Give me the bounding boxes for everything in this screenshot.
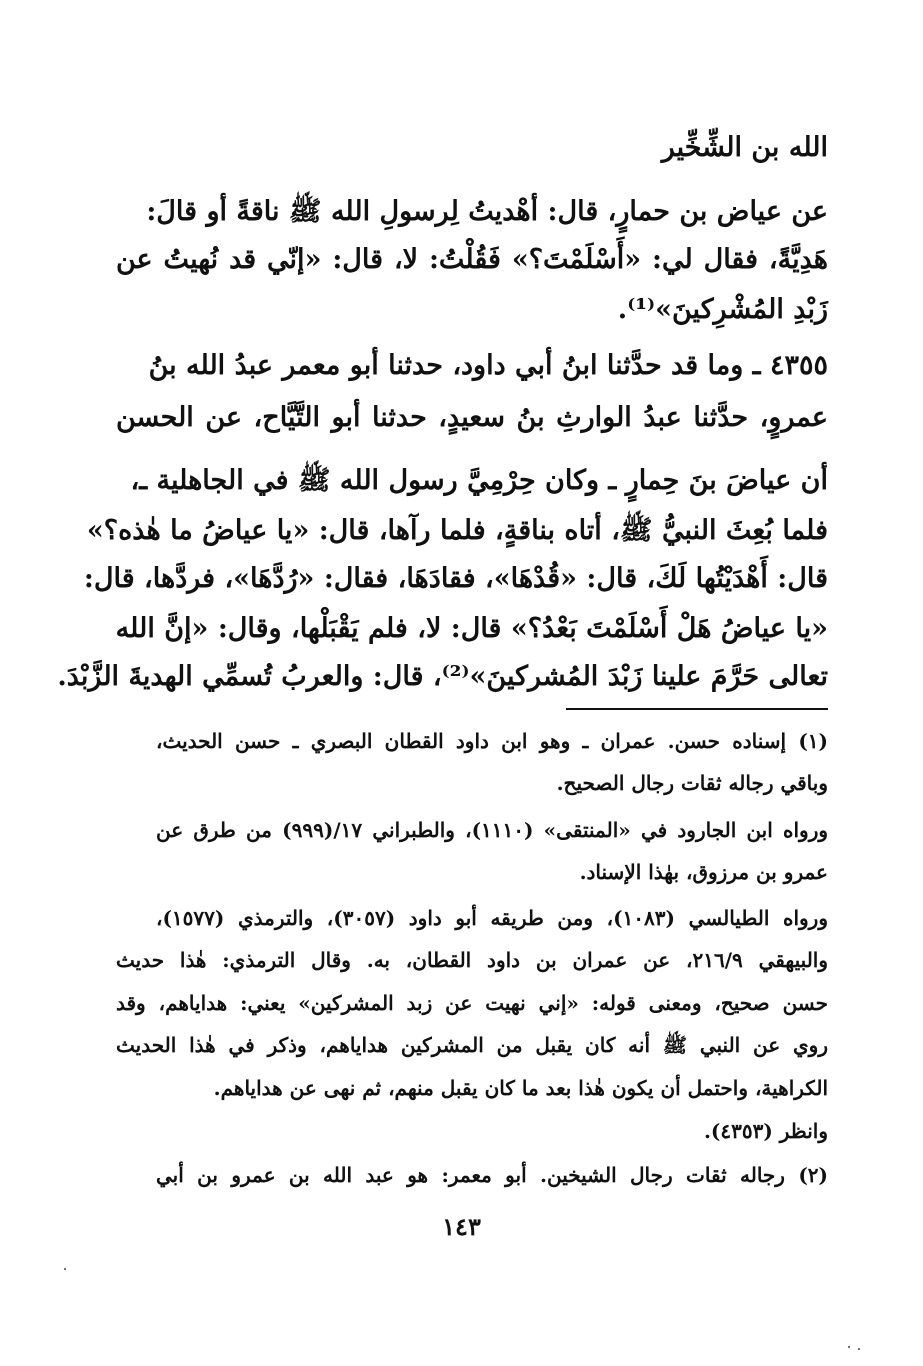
footnote-line: وباقي رجاله ثقات رجال الصحيح. [556, 771, 828, 795]
hadith-line: فلما بُعِثَ النبيُّ ﷺ، أتاه بناقةٍ، فلما رآها، قال: «يا عياضُ ما هٰذه؟» [86, 515, 828, 546]
hadith-line: عن عياض بن حمارٍ، قال: أهْديتُ لِرسولِ الله ﷺ ناقةً أو قالَ: [146, 196, 828, 227]
hadith-line: تعالى حَرَّمَ علينا زَبْدَ المُشركينَ»⁽²⁾، قال: والعربُ تُسمِّي الهديةَ الزَّبْدَ. [57, 661, 828, 692]
footnote-line: (٢) رجاله ثقات رجال الشيخين. أبو معمر: هو عبد الله بن عمرو بن أبي [156, 1163, 828, 1187]
footnote-divider [566, 708, 828, 710]
footnote-line: ورواه ابن الجارود في «المنتقى» (١١١٠)، والطبراني ١٧/(٩٩٩) من طرق عن [156, 818, 829, 842]
footnote-line: ورواه الطيالسي (١٠٨٣)، ومن طريقه أبو داود (٣٠٥٧)، والترمذي (١٥٧٧)، [156, 906, 828, 930]
scan-speck [858, 1348, 860, 1350]
footnote-line: عمرو بن مرزوق، بهٰذا الإسناد. [579, 860, 828, 884]
footnote-line: الكراهية، واحتمل أن يكون هٰذا بعد ما كان يقبل منهم، ثم نهى عن هداياهم. [213, 1076, 828, 1100]
scan-speck [848, 1346, 850, 1348]
hadith-line: قال: أَهْدَيْتُها لَكَ، قال: «قُدْهَا»، فقادَهَا، فقال: «رُدَّهَا»، فردَّها، قال: [83, 563, 828, 594]
footnote-line: حسن صحيح، ومعنى قوله: «إني نهيت عن زبد المشركين» يعني: هداياهم، وقد [116, 991, 828, 1015]
hadith-line: عمروٍ، حدَّثنا عبدُ الوارثِ بنُ سعيدٍ، حدثنا أبو التَّيَّاح، عن الحسن [116, 402, 828, 433]
footnote-line: وانظر (٤٣٥٣). [703, 1119, 828, 1143]
hadith-line: هَدِيَّةً، فقال لي: «أَسْلَمْتَ؟» فَقُلْتُ: لا، قال: «إنّي قد نُهيتُ عن [116, 244, 828, 275]
continuation-line: الله بن الشِّخِّير [661, 132, 828, 163]
footnote-line: روي عن النبي ﷺ أنه كان يقبل من المشركين هداياهم، وذكر في هٰذا الحديث [116, 1033, 828, 1057]
footnote-line: (١) إسناده حسن. عمران ـ وهو ابن داود القطان البصري ـ حسن الحديث، [156, 729, 828, 753]
hadith-number-line: ٤٣٥٥ ـ وما قد حدَّثنا ابنُ أبي داود، حدثنا أبو معمر عبدُ الله بنُ [148, 350, 828, 381]
page-number: ١٤٣ [442, 1212, 481, 1241]
hadith-line: زَبْدِ المُشْرِكينَ»⁽¹⁾. [617, 294, 828, 325]
hadith-line: «يا عياضُ هَلْ أَسْلَمْتَ بَعْدُ؟» قال: لا، فلم يَقْبَلْها، وقال: «إنَّ الله [115, 613, 828, 644]
scan-speck [64, 1268, 66, 1270]
hadith-line: أن عياضَ بنَ حِمارٍ ـ وكان حِرْمِيَّ رسول الله ﷺ في الجاهلية ـ، [130, 465, 828, 496]
footnote-line: والبيهقي ٢١٦/٩، عن عمران بن داود القطان، به. وقال الترمذي: هٰذا حديث [116, 948, 828, 972]
